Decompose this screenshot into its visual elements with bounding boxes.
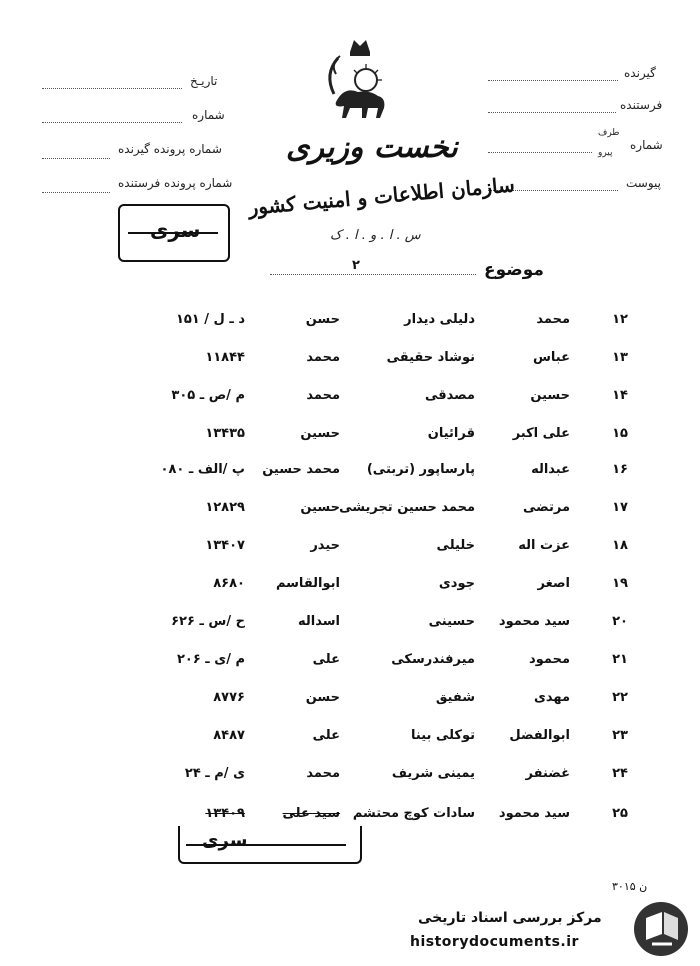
lion-and-sun-emblem-icon: [320, 34, 400, 134]
last-name: پارساپور (تربتی): [366, 462, 475, 477]
list-item: [0, 652, 700, 682]
list-item: [0, 614, 700, 644]
list-item: [0, 462, 700, 492]
row-number: ۲۰: [612, 614, 628, 629]
file-code: ۸۶۸۰: [213, 576, 245, 591]
father-name: محمد: [306, 766, 340, 781]
list-item: [0, 426, 700, 456]
list-item: [0, 312, 700, 342]
file-code: د ـ ل / ۱۵۱: [175, 312, 245, 327]
first-name: عبداله: [531, 462, 570, 477]
father-name: محمد: [306, 388, 340, 403]
father-name: سید علی: [282, 806, 340, 821]
last-name: شفیق: [435, 690, 475, 705]
watermark-title: مرکز بررسی اسناد تاریخی: [418, 910, 602, 926]
list-item: [0, 728, 700, 758]
row-number: ۱۶: [612, 462, 628, 477]
subject-label: موضوع: [484, 260, 544, 280]
first-name: مرتضی: [523, 500, 570, 515]
last-name: یمینی شریف: [391, 766, 475, 781]
file-code: ۱۳۴۰۷: [205, 538, 245, 553]
father-name: علی: [312, 728, 340, 743]
father-name: ابوالقاسم: [275, 576, 340, 591]
party-sublabel: طرف: [598, 128, 620, 138]
number-right-label: شماره: [630, 138, 663, 152]
file-code: ح /س ـ ۶۲۶: [171, 614, 245, 629]
secret-stamp-bottom: [178, 826, 362, 864]
list-item: [0, 388, 700, 418]
row-number: ۲۳: [612, 728, 628, 743]
organization-name: سازمان اطلاعات و امنیت کشور: [247, 172, 516, 220]
row-number: ۱۲: [612, 312, 628, 327]
file-code: پ /الف ـ ۰۸۰: [160, 462, 245, 477]
list-item: [0, 500, 700, 530]
row-number: ۲۵: [612, 806, 628, 821]
father-name: حسین: [300, 500, 340, 515]
file-code: ۸۴۸۷: [213, 728, 245, 743]
first-name: اصغر: [537, 576, 570, 591]
last-name: میرفندرسکی: [391, 652, 475, 667]
row-number: ۱۹: [612, 576, 628, 591]
list-item: [0, 690, 700, 720]
first-name: علی اکبر: [512, 426, 570, 441]
number-label: شماره: [192, 108, 225, 122]
first-name: سید محمود: [498, 614, 570, 629]
last-name: مصدقی: [424, 388, 475, 403]
handwritten-code: س . ا . و . ا . ک: [330, 228, 421, 243]
secret-stamp: [118, 204, 230, 262]
father-name: حیدر: [310, 538, 340, 553]
file-code: ۱۳۴۳۵: [205, 426, 245, 441]
list-item: [0, 576, 700, 606]
secret-stamp-text: سری: [150, 218, 201, 242]
file-code: ۸۷۷۶: [213, 690, 245, 705]
sender-label: فرستنده: [620, 98, 663, 112]
attachment-label: پیوست: [626, 176, 661, 190]
file-code: ی /م ـ ۲۴: [184, 766, 245, 781]
last-name: دلیلی دیدار: [404, 312, 475, 327]
last-name: نوشاد حقیقی: [386, 350, 475, 365]
father-name: حسین: [300, 426, 340, 441]
father-name: علی: [312, 652, 340, 667]
number-field-line: [42, 122, 182, 123]
sender-file-number-label: شماره پرونده فرستنده: [118, 176, 233, 190]
secret-stamp-bottom-text: سری: [202, 830, 248, 851]
last-name: توکلی بینا: [411, 728, 475, 743]
subject-field-line: [270, 274, 476, 275]
row-number: ۲۱: [612, 652, 628, 667]
first-name: غضنفر: [525, 766, 570, 781]
file-code: م /ی ـ ۲۰۶: [176, 652, 245, 667]
row-number: ۱۴: [612, 388, 628, 403]
page-number: ۲: [352, 258, 360, 273]
document-title: نخست وزیری: [286, 130, 458, 165]
last-name: خلیلی: [436, 538, 475, 553]
file-code: ۱۲۸۲۹: [205, 500, 245, 515]
file-code: م /ص ـ ۳۰۵: [171, 388, 245, 403]
row-number: ۱۵: [612, 426, 628, 441]
first-name: عباس: [532, 350, 570, 365]
last-name: محمد حسین تجریشی: [339, 500, 475, 515]
father-name: اسداله: [298, 614, 340, 629]
last-name: حسینی: [428, 614, 475, 629]
first-name: سید محمود: [498, 806, 570, 821]
date-label: تاریـخ: [190, 74, 218, 88]
first-name: عزت اله: [518, 538, 570, 553]
recipient-file-number-line: [42, 158, 110, 159]
date-field-line: [42, 88, 182, 89]
last-name: جودی: [438, 576, 475, 591]
corner-number: ۳۰۱۵ ن: [612, 880, 648, 893]
row-number: ۱۳: [612, 350, 628, 365]
recipient-file-number-label: شماره پرونده گیرنده: [118, 142, 222, 156]
list-item: [0, 766, 700, 796]
recipient-label: گیرنده: [624, 66, 656, 80]
first-name: مهدی: [533, 690, 570, 705]
sender-file-number-line: [42, 192, 110, 193]
stamp-bottom-strike-line: [186, 844, 346, 846]
recipient-field-line: [488, 80, 618, 81]
first-name: محمود: [529, 652, 570, 667]
last-name: سادات کوچ محتشم: [352, 806, 475, 821]
father-name: محمد: [306, 350, 340, 365]
row-number: ۲۲: [612, 690, 628, 705]
sender-field-line: [488, 112, 616, 113]
list-item: [0, 538, 700, 568]
row-number: ۱۷: [612, 500, 628, 515]
row-number: ۲۴: [612, 766, 628, 781]
number-right-field-line: [488, 152, 592, 153]
file-code: ۱۳۴۰۹: [205, 806, 245, 821]
follow-sublabel: پیرو: [598, 148, 613, 158]
father-name: محمد حسین: [262, 462, 340, 477]
watermark-url: historydocuments.ir: [410, 934, 579, 950]
father-name: حسن: [305, 312, 340, 327]
first-name: ابوالفضل: [509, 728, 570, 743]
stamp-strike-line: [128, 232, 218, 234]
father-name: حسن: [305, 690, 340, 705]
row-number: ۱۸: [612, 538, 628, 553]
file-code: ۱۱۸۴۴: [205, 350, 245, 365]
first-name: محمد: [536, 312, 570, 327]
last-name: قرائیان: [427, 426, 475, 441]
first-name: حسین: [530, 388, 570, 403]
list-item: [0, 350, 700, 380]
archive-logo-icon: [632, 900, 690, 958]
